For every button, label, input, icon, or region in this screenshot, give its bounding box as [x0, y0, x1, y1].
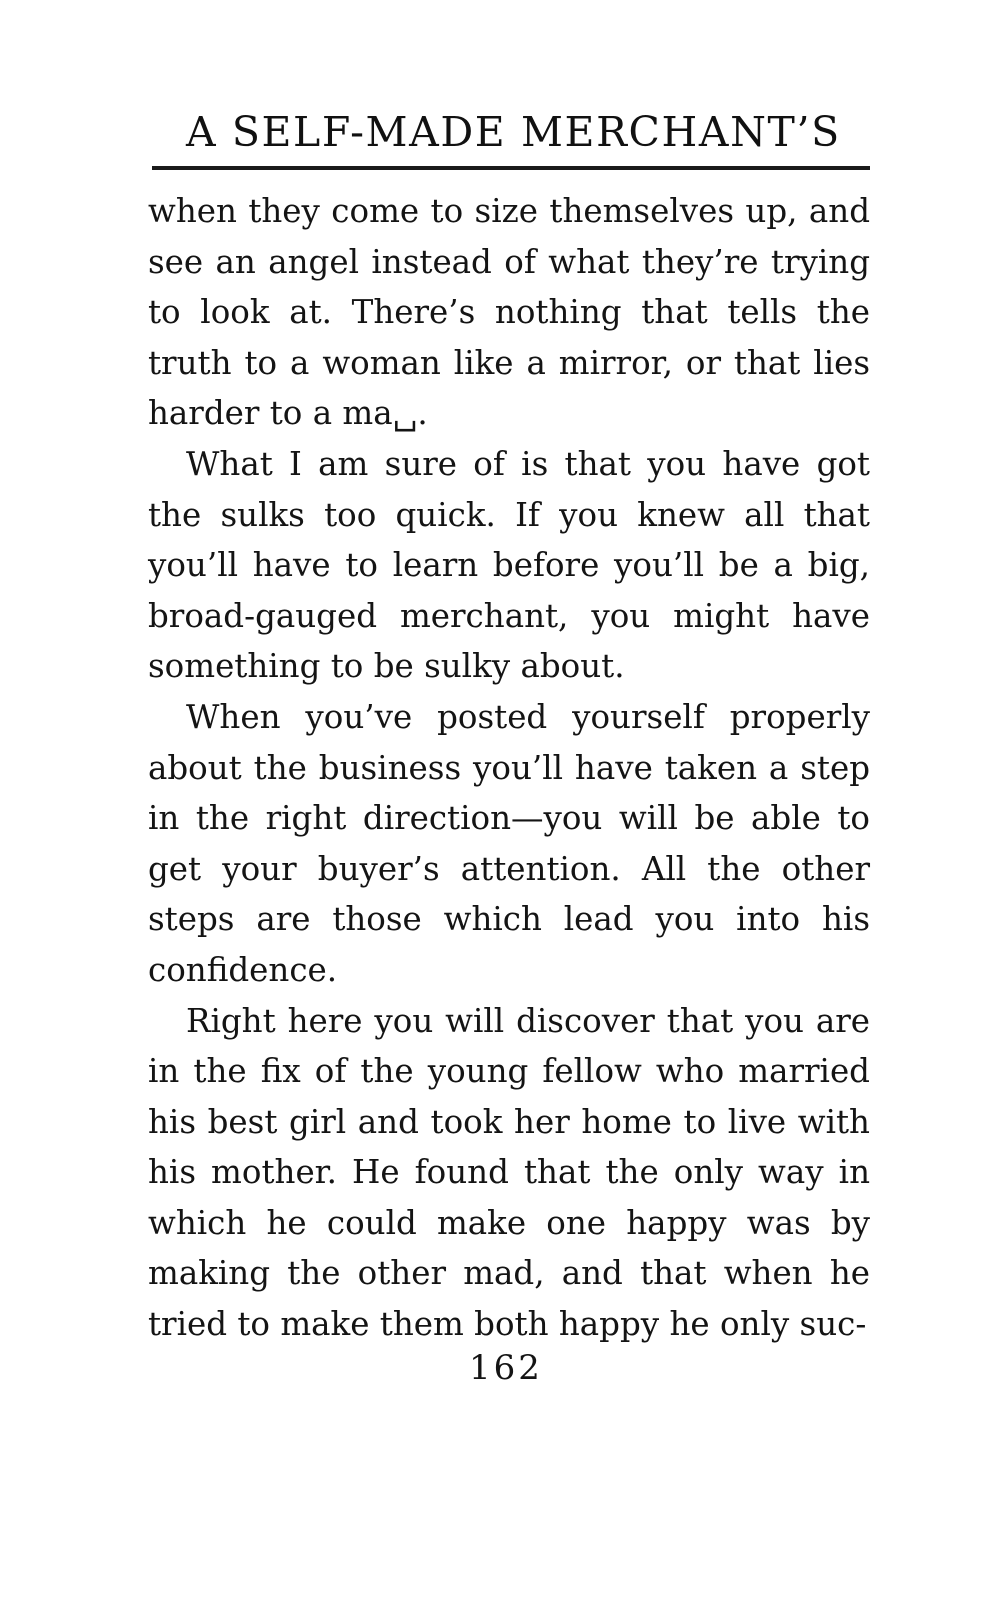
- paragraph: Right here you will discover that you are in the fix of the young fellow who married his best girl and took her home to live with his mother. He found that the only way in which he could make one happy was by making the other mad, and that when he tried to make them both happy he only suc-: [148, 1001, 870, 1344]
- page-number: 162: [469, 1348, 543, 1388]
- paragraph: What I am sure of is that you have got the sulks too quick. If you knew all that you’ll have to learn before you’ll be a big, broad-gauged merchant, you might have something to be sulky about.: [148, 444, 870, 686]
- paragraph-continued: when they come to size themselves up, and see an angel instead of what they’re trying to look at. There’s nothing that tells the truth to a woman like a mirror, or that lies harder to a ma␣.: [148, 192, 870, 433]
- paragraph: When you’ve posted yourself properly about the business you’ll have taken a step in the right direction—you will be able to get your buyer’s attention. All the other steps are those which lead you into his confidence.: [148, 697, 870, 989]
- running-head: A SELF-MADE MERCHANT’S: [186, 108, 841, 156]
- header-rule: [152, 166, 870, 170]
- body-text: [148, 186, 870, 1350]
